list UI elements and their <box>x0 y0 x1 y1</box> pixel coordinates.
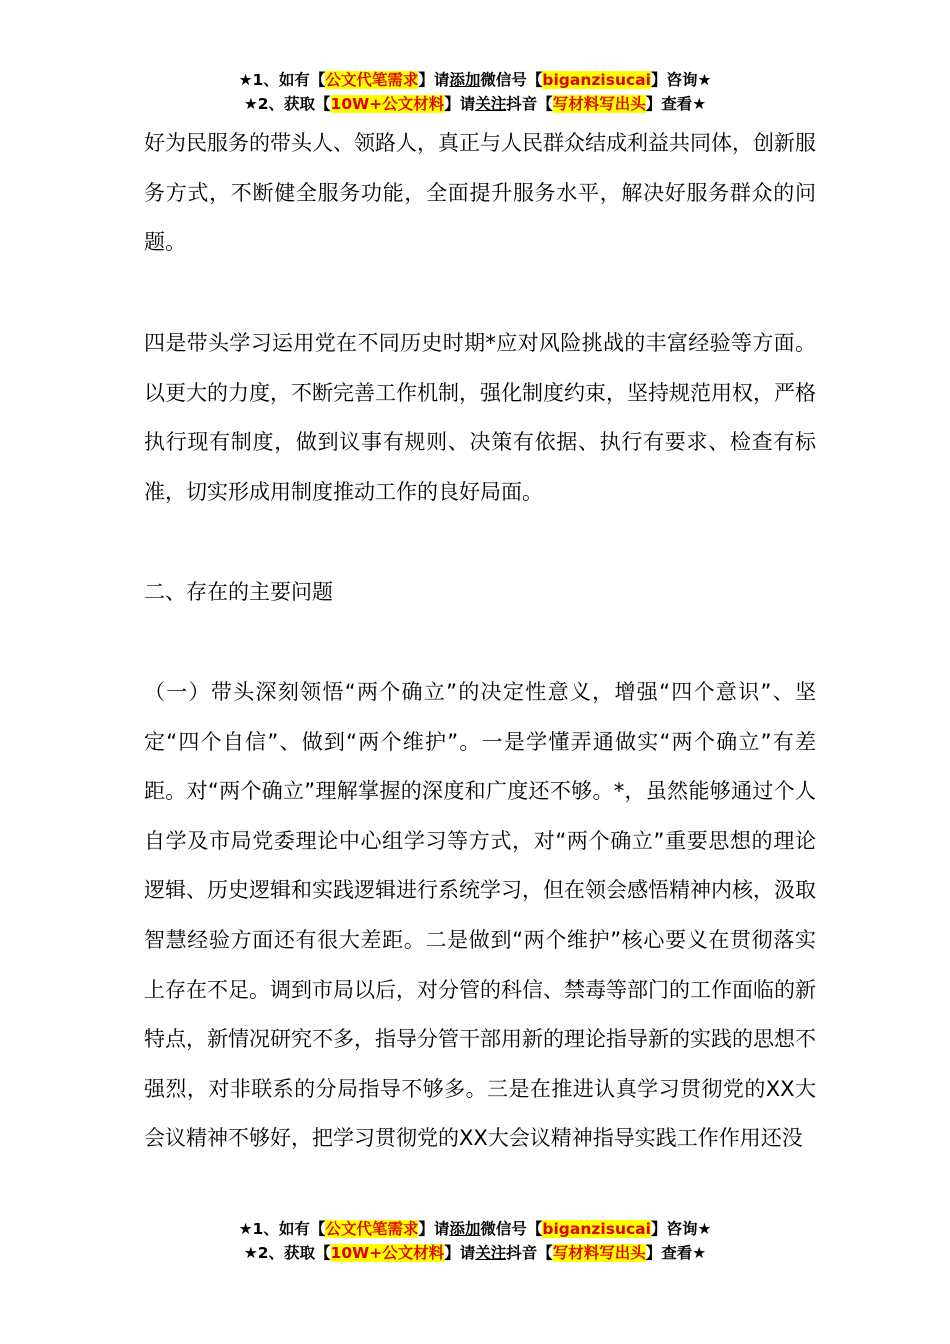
section-heading: 二、存在的主要问题 <box>144 580 333 604</box>
banner-line-2: ★2、获取【10W+公文材料】请关注抖音【写材料写出头】查看★ <box>243 95 707 113</box>
highlight-service: 公文代笔需求 <box>325 1220 419 1238</box>
highlight-wechat-id: biganzisucai <box>542 1220 651 1238</box>
body-paragraph: 好为民服务的带头人、领路人，真正与人民群众结成利益共同体，创新服务方式，不断健全服务功能，全面提升服务水平，解决好服务群众的问题。 <box>144 131 816 255</box>
footer-banner <box>0 1217 950 1265</box>
highlight-service: 公文代笔需求 <box>325 71 419 89</box>
highlight-materials: 10W+公文材料 <box>330 1244 445 1262</box>
banner-line-1: ★1、如有【公文代笔需求】请添加微信号【biganzisucai】咨询★ <box>238 1220 712 1238</box>
body-paragraph: （一）带头深刻领悟“两个确立”的决定性意义，增强“四个意识”、坚定“四个自信”、做到“两个维护”。一是学懂弄通做实“两个确立”有差距。对“两个确立”理解掌握的深度和广度还不够。*，虽然能够通过个人自学及市局党委理论中心组学习等方式，对“两个确立”重要思想的理论逻辑、历史逻辑和实践逻辑进行系统学习，但在领会感悟精神内核，汲取智慧经验方面还有很大差距。二是做到“两个维护”核心要义在贯彻落实上存在不足。调到市局以后，对分管的科信、禁毒等部门的工作面临的新特点，新情况研究不多，指导分管干部用新的理论指导新的实践的思想不强烈，对非联系的分局指导不够多。三是在推进认真学习贯彻党的XX大会议精神不够好，把学习贯彻党的XX大会议精神指导实践工作作用还没 <box>144 680 816 1151</box>
banner-line-1: ★1、如有【公文代笔需求】请添加微信号【biganzisucai】咨询★ <box>238 71 712 89</box>
highlight-wechat-id: biganzisucai <box>542 71 651 89</box>
header-banner <box>0 68 950 116</box>
highlight-douyin-id: 写材料写出头 <box>552 95 646 113</box>
highlight-materials: 10W+公文材料 <box>330 95 445 113</box>
highlight-douyin-id: 写材料写出头 <box>552 1244 646 1262</box>
body-paragraph: 四是带头学习运用党在不同历史时期*应对风险挑战的丰富经验等方面。以更大的力度，不断完善工作机制，强化制度约束，坚持规范用权，严格执行现有制度，做到议事有规则、决策有依据、执行有要求、检查有标准，切实形成用制度推动工作的良好局面。 <box>144 331 816 504</box>
banner-line-2: ★2、获取【10W+公文材料】请关注抖音【写材料写出头】查看★ <box>243 1244 707 1262</box>
